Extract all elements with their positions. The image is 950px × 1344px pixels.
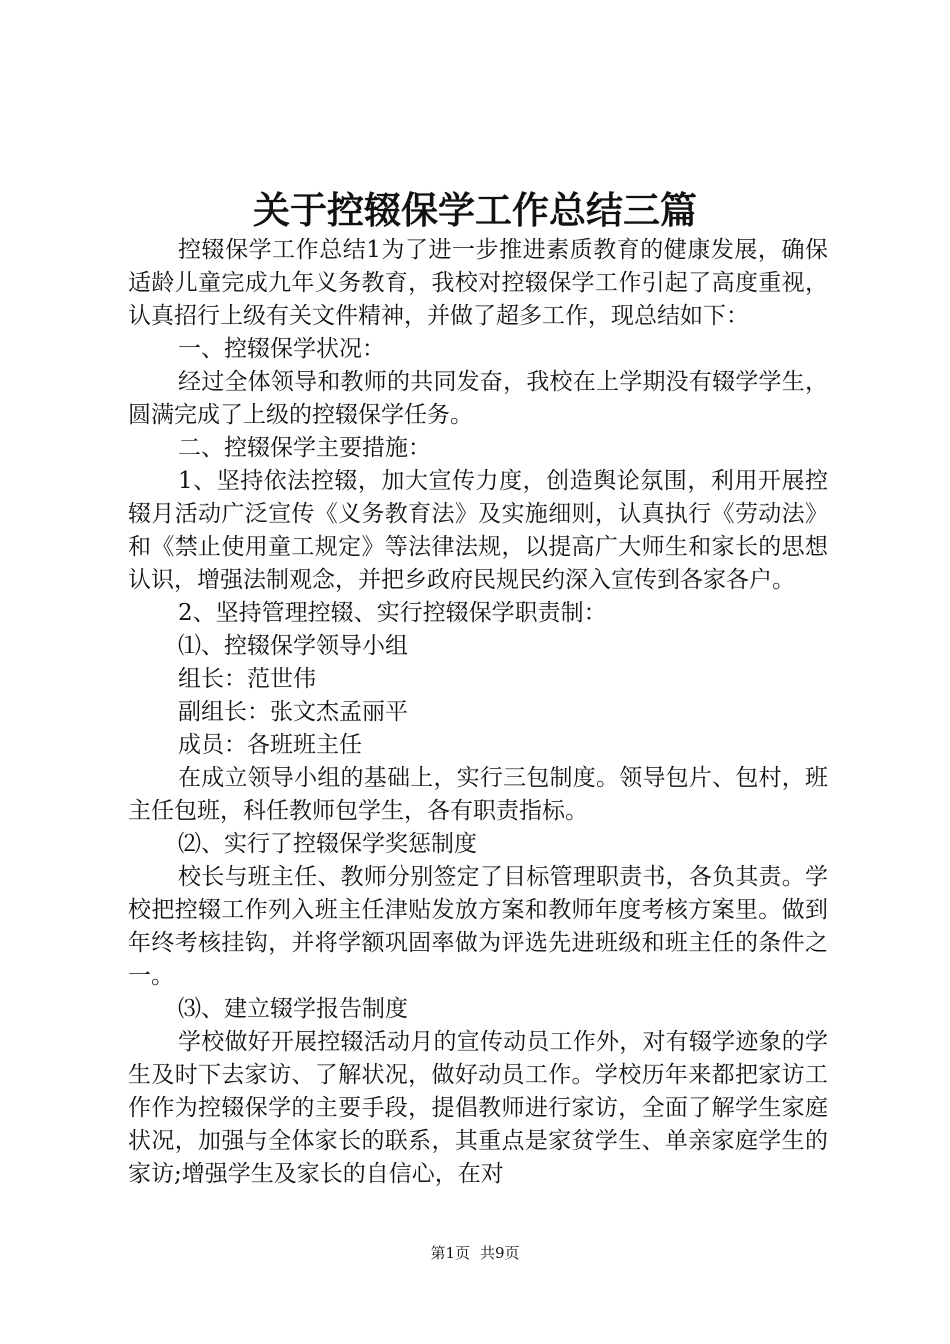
group-deputy-leader: 副组长：张文杰孟丽平 bbox=[178, 699, 408, 725]
document-body bbox=[128, 234, 828, 1191]
paragraph-intro: 控辍保学工作总结1为了进一步推进素质教育的健康发展，确保适龄儿童完成九年义务教育，我校对控辍保学工作引起了高度重视，认真招行上级有关文件精神，并做了超多工作，现总结如下： bbox=[128, 237, 828, 329]
subheading-report-system: ⑶、建立辍学报告制度 bbox=[178, 996, 408, 1022]
document-title: 关于控辍保学工作总结三篇 bbox=[253, 188, 697, 232]
page-number: 第1页 bbox=[430, 1244, 470, 1262]
heading-status: 一、控辍保学状况： bbox=[178, 336, 385, 362]
page-total: 共9页 bbox=[480, 1244, 520, 1262]
subheading-leadership-group: ⑴、控辍保学领导小组 bbox=[178, 633, 408, 659]
paragraph-reward-system: 校长与班主任、教师分别签定了目标管理职责书，各负其责。学校把控辍工作列入班主任津贴发放方案和教师年度考核方案里。做到年终考核挂钩，并将学额巩固率做为评选先进班级和班主任的条件之一。 bbox=[128, 864, 828, 989]
heading-measures: 二、控辍保学主要措施： bbox=[178, 435, 431, 461]
paragraph-three-package: 在成立领导小组的基础上，实行三包制度。领导包片、包村，班主任包班，科任教师包学生，各有职责指标。 bbox=[128, 765, 828, 824]
group-members: 成员：各班班主任 bbox=[178, 732, 362, 758]
group-leader: 组长：范世伟 bbox=[178, 666, 316, 692]
paragraph-measure-1: 1、坚持依法控辍，加大宣传力度，创造舆论氛围，利用开展控辍月活动广泛宣传《义务教育法》及实施细则，认真执行《劳动法》和《禁止使用童工规定》等法律法规，以提高广大师生和家长的思想认识，增强法制观念，并把乡政府民规民约深入宣传到各家各户。 bbox=[128, 468, 828, 593]
paragraph-report-system: 学校做好开展控辍活动月的宣传动员工作外，对有辍学迹象的学生及时下去家访、了解状况，做好动员工作。学校历年来都把家访工作作为控辍保学的主要手段，提倡教师进行家访，全面了解学生家庭状况，加强与全体家长的联系，其重点是家贫学生、单亲家庭学生的家访;增强学生及家长的自信心，在对 bbox=[128, 1029, 828, 1187]
paragraph-status: 经过全体领导和教师的共同发奋，我校在上学期没有辍学学生，圆满完成了上级的控辍保学任务。 bbox=[128, 369, 828, 428]
paragraph-measure-2: 2、坚持管理控辍、实行控辍保学职责制： bbox=[178, 600, 607, 626]
page-footer bbox=[0, 1243, 950, 1263]
subheading-reward-system: ⑵、实行了控辍保学奖惩制度 bbox=[178, 831, 477, 857]
